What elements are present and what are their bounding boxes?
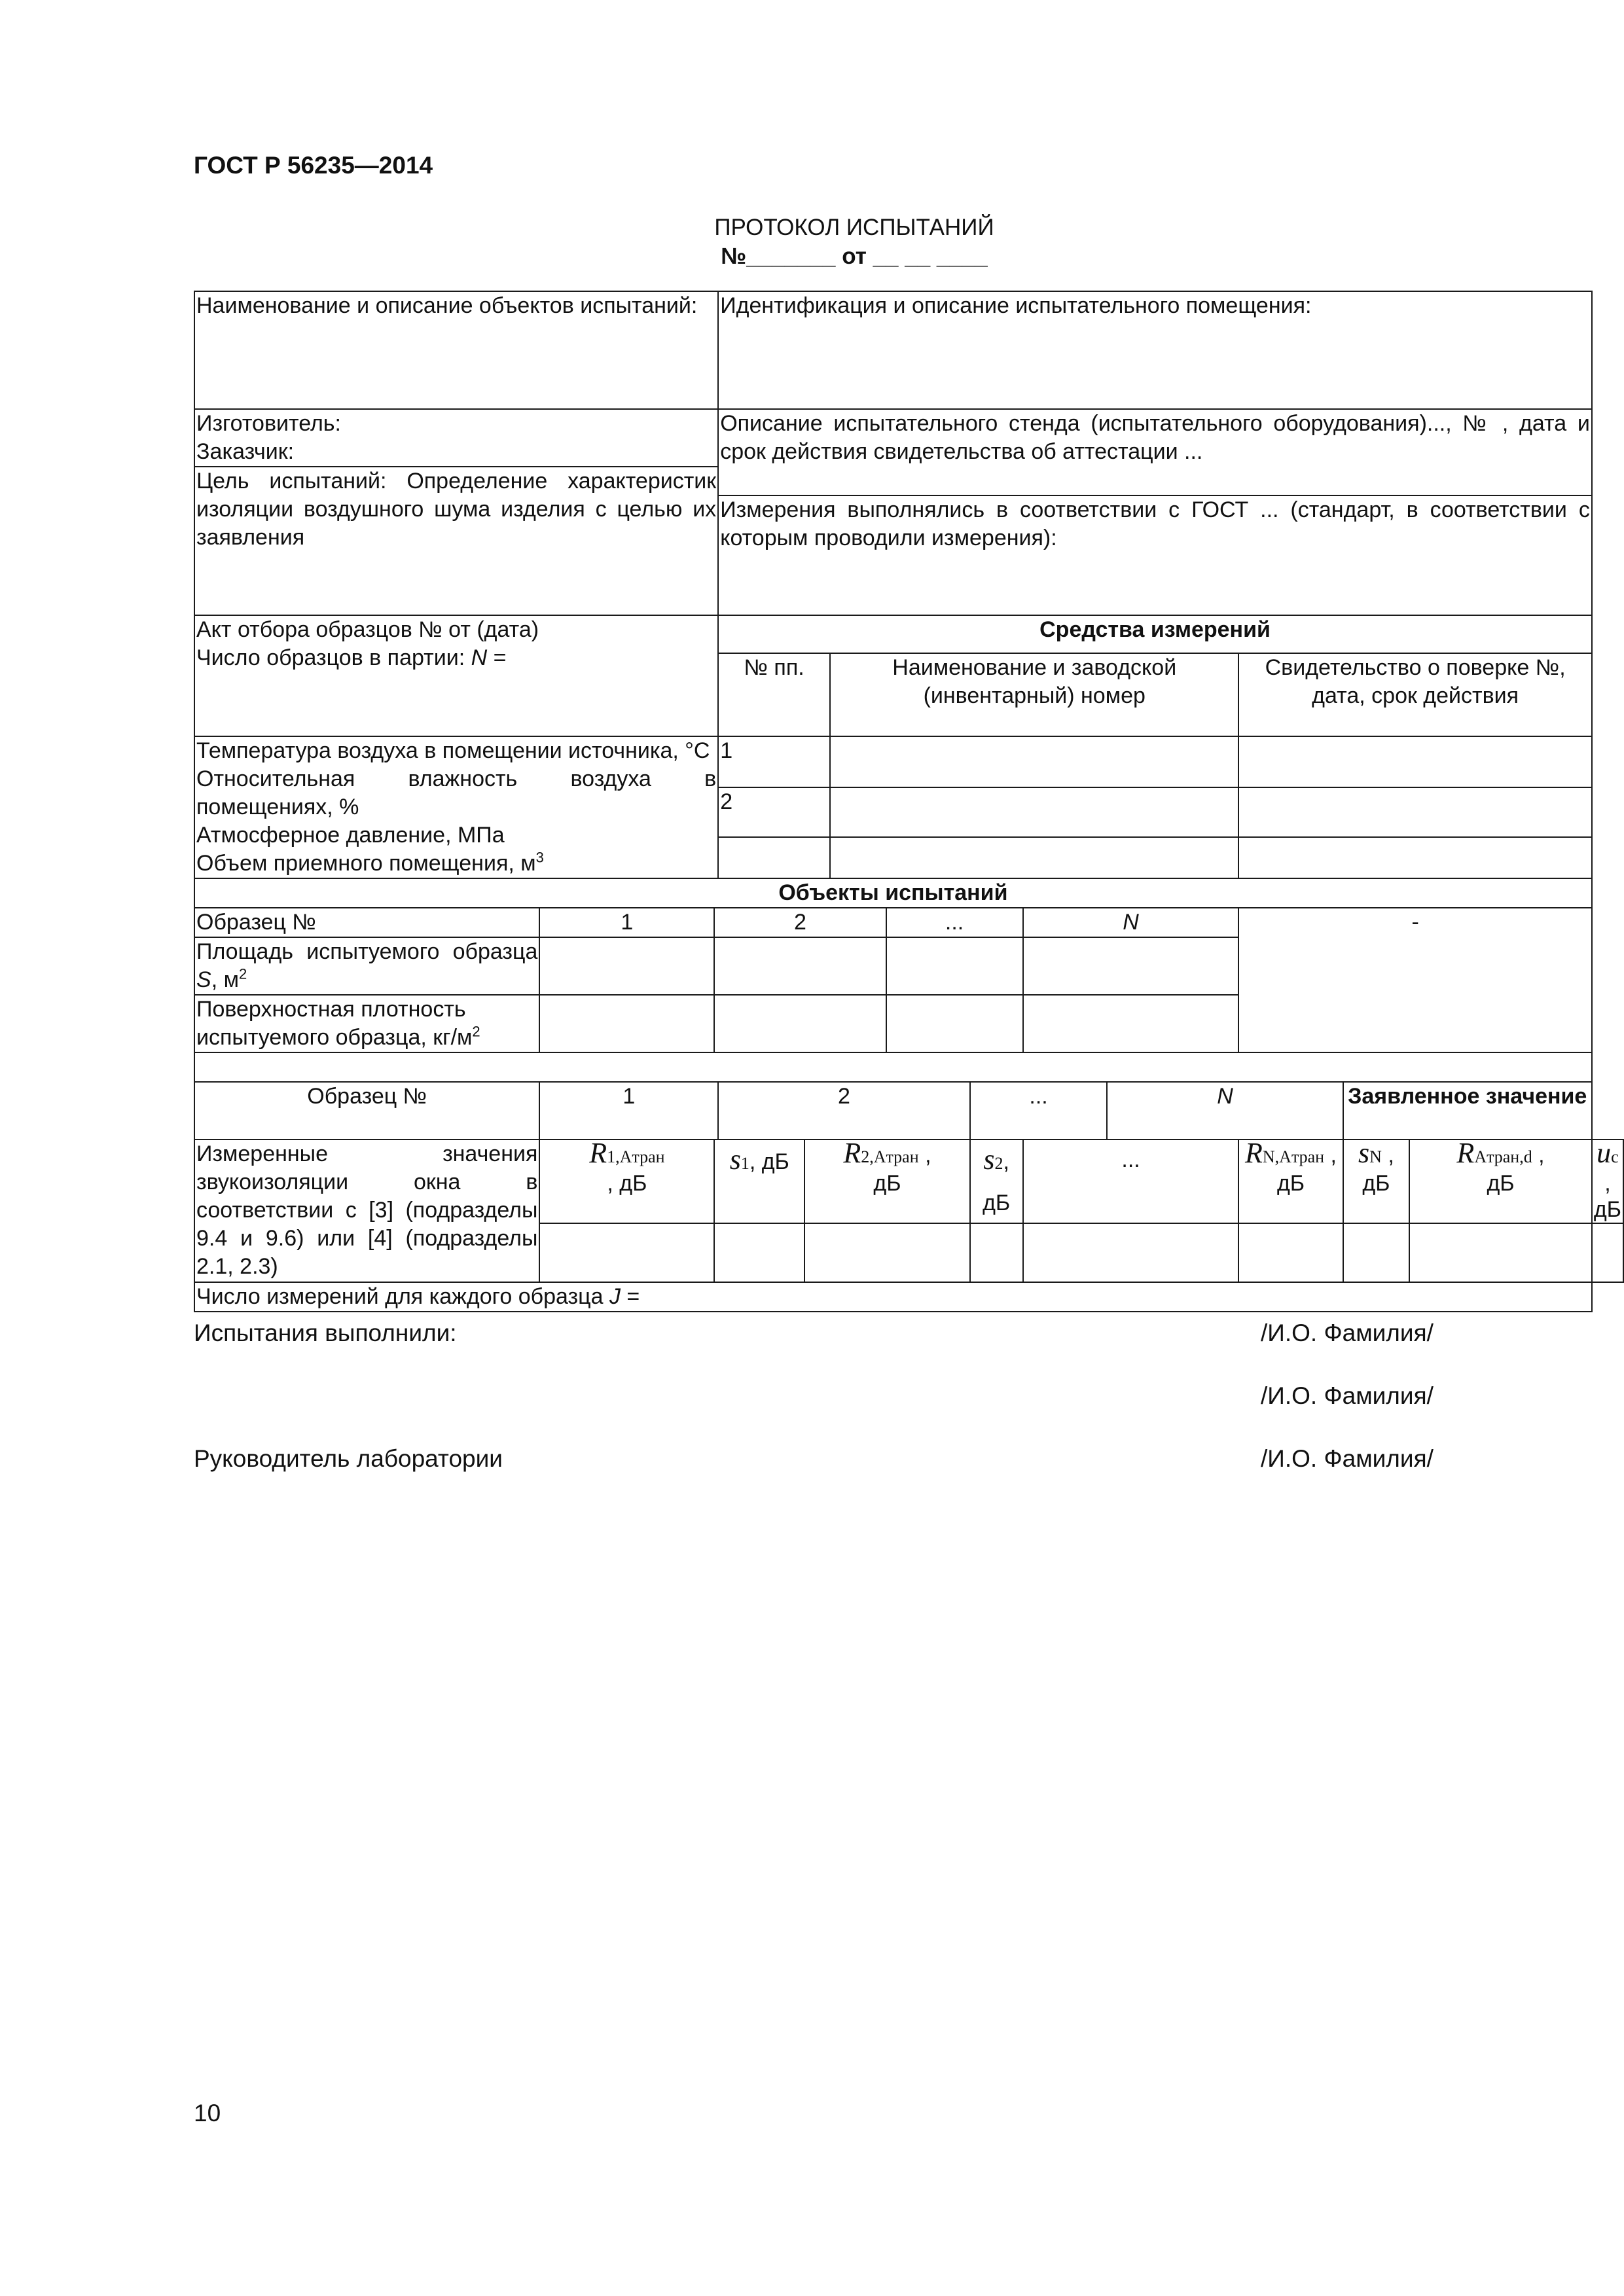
- sampling-act-cell: [194, 615, 718, 736]
- document-header: ГОСТ Р 56235—2014: [194, 152, 433, 179]
- rd-header: RAтран,d , дБ: [1409, 1139, 1592, 1223]
- measured-values-label: Измеренные значения звукоизоляции окна в соответствии с [3] (подразделы 9.4 и 9.6) или [4] (подразделы 2.1, 2.3): [194, 1139, 539, 1282]
- instrument-certificate-header: Свидетельство о поверке №, дата, срок действия: [1238, 653, 1591, 736]
- area-value-1: [539, 937, 714, 995]
- instrument-row-2-number: 2: [718, 787, 830, 837]
- gost-label: Измерения выполнялись в соответствии с ГОСТ ... (стандарт, в соответствии с которым проводили измерения):: [719, 495, 1591, 552]
- lab-head-label: Руководитель лаборатории: [194, 1445, 503, 1472]
- r1-value: [539, 1223, 714, 1282]
- area-label: Площадь испытуемого образца S, $м^2$: [194, 937, 539, 995]
- objects-col-n: N: [1023, 908, 1239, 937]
- instrument-row-1-number: 1: [718, 736, 830, 787]
- instrument-row-3-name: [830, 837, 1238, 878]
- signature-name-3: /И.О. Фамилия/: [1261, 1445, 1434, 1472]
- r2-value: [804, 1223, 969, 1282]
- density-label: Поверхностная плотность испытуемого образца, $кг/м^2$: [194, 995, 539, 1052]
- humidity-label: Относительная влажность воздуха в помещениях, %: [196, 766, 717, 819]
- area-value-n: [1023, 937, 1239, 995]
- protocol-table: [194, 291, 1624, 1312]
- area-value-dots: [886, 937, 1023, 995]
- room-description-cell: [718, 291, 1592, 409]
- stand-gost-cell: [718, 409, 1592, 615]
- instrument-row-3-number: [718, 837, 830, 878]
- protocol-number: №_______ от __ __ ____: [721, 243, 988, 269]
- area-value-2: [714, 937, 886, 995]
- signature-name-1: /И.О. Фамилия/: [1261, 1319, 1434, 1346]
- room-description-label: Идентификация и описание испытательного помещения:: [720, 293, 1312, 318]
- uc-value: [1592, 1223, 1623, 1282]
- protocol-title: ПРОТОКОЛ ИСПЫТАНИЙ: [714, 215, 994, 240]
- manufacturer-goal-cell: [194, 409, 718, 615]
- instrument-row-1-certificate: [1238, 736, 1591, 787]
- dots-header: ...: [1023, 1139, 1239, 1223]
- r1-header: R1,Aтран , дБ: [539, 1139, 714, 1223]
- sample-count-label: Число образцов в партии: N =: [196, 645, 507, 670]
- instrument-row-2-certificate: [1238, 787, 1591, 837]
- declared-value-header: Заявленное значение: [1343, 1082, 1592, 1139]
- measure-col-dots: ...: [970, 1082, 1108, 1139]
- instruments-title: Средства измерений: [718, 615, 1592, 653]
- manufacturer-label: Изготовитель:: [196, 411, 341, 436]
- s2-value: [970, 1223, 1023, 1282]
- instrument-row-1-name: [830, 736, 1238, 787]
- instrument-name-header: Наименование и заводской (инвентарный) номер: [830, 653, 1238, 736]
- objects-description-label: Наименование и описание объектов испытаний:: [196, 293, 698, 318]
- density-value-n: [1023, 995, 1239, 1052]
- measure-sample-number-label: Образец №: [194, 1082, 539, 1139]
- measurement-count-label: Число измерений для каждого образца J =: [194, 1282, 1592, 1312]
- objects-description-cell: [194, 291, 718, 409]
- objects-sample-number-label: Образец №: [194, 908, 539, 937]
- instrument-row-3-certificate: [1238, 837, 1591, 878]
- measure-col-2: 2: [718, 1082, 970, 1139]
- sampling-act-label: Акт отбора образцов № от (дата): [196, 617, 539, 642]
- rn-value: [1238, 1223, 1343, 1282]
- r2-header: R2,Aтран , дБ: [804, 1139, 969, 1223]
- volume-label: Объем приемного помещения, $м^3$: [196, 849, 544, 876]
- objects-title: Объекты испытаний: [194, 878, 1592, 908]
- s1-header: s1, дБ: [714, 1139, 804, 1223]
- objects-col-1: 1: [539, 908, 714, 937]
- s1-value: [714, 1223, 804, 1282]
- measure-col-n: N: [1107, 1082, 1343, 1139]
- rd-value: [1409, 1223, 1592, 1282]
- signature-name-2: /И.О. Фамилия/: [1261, 1382, 1434, 1409]
- sn-header: sN , дБ: [1343, 1139, 1410, 1223]
- goal-label: Цель испытаний: Определение характеристик изоляции воздушного шума изделия с целью их заявления: [195, 466, 717, 552]
- uc-header: uc , дБ: [1592, 1139, 1623, 1223]
- conditions-cell: [194, 736, 718, 878]
- instrument-number-header: № пп.: [718, 653, 830, 736]
- performed-by-label: Испытания выполнили:: [194, 1319, 457, 1346]
- density-value-2: [714, 995, 886, 1052]
- stand-label: Описание испытательного стенда (испытательного оборудования)..., № , дата и срок действия свидетельства об аттестации ...: [720, 411, 1590, 464]
- objects-col-dots: ...: [886, 908, 1023, 937]
- rn-header: RN,Aтран , дБ: [1238, 1139, 1343, 1223]
- density-value-dots: [886, 995, 1023, 1052]
- dots-value: [1023, 1223, 1239, 1282]
- sn-value: [1343, 1223, 1410, 1282]
- pressure-label: Атмосферное давление, МПа: [196, 823, 505, 848]
- objects-dash-cell: -: [1238, 908, 1591, 1052]
- customer-label: Заказчик:: [196, 439, 295, 464]
- density-value-1: [539, 995, 714, 1052]
- page-number: 10: [194, 2100, 221, 2126]
- objects-col-2: 2: [714, 908, 886, 937]
- spacer-row: [194, 1052, 1592, 1082]
- measure-col-1: 1: [539, 1082, 718, 1139]
- instrument-row-2-name: [830, 787, 1238, 837]
- s2-header: s2, дБ: [970, 1139, 1023, 1223]
- temperature-label: Температура воздуха в помещении источника, °С: [196, 738, 710, 763]
